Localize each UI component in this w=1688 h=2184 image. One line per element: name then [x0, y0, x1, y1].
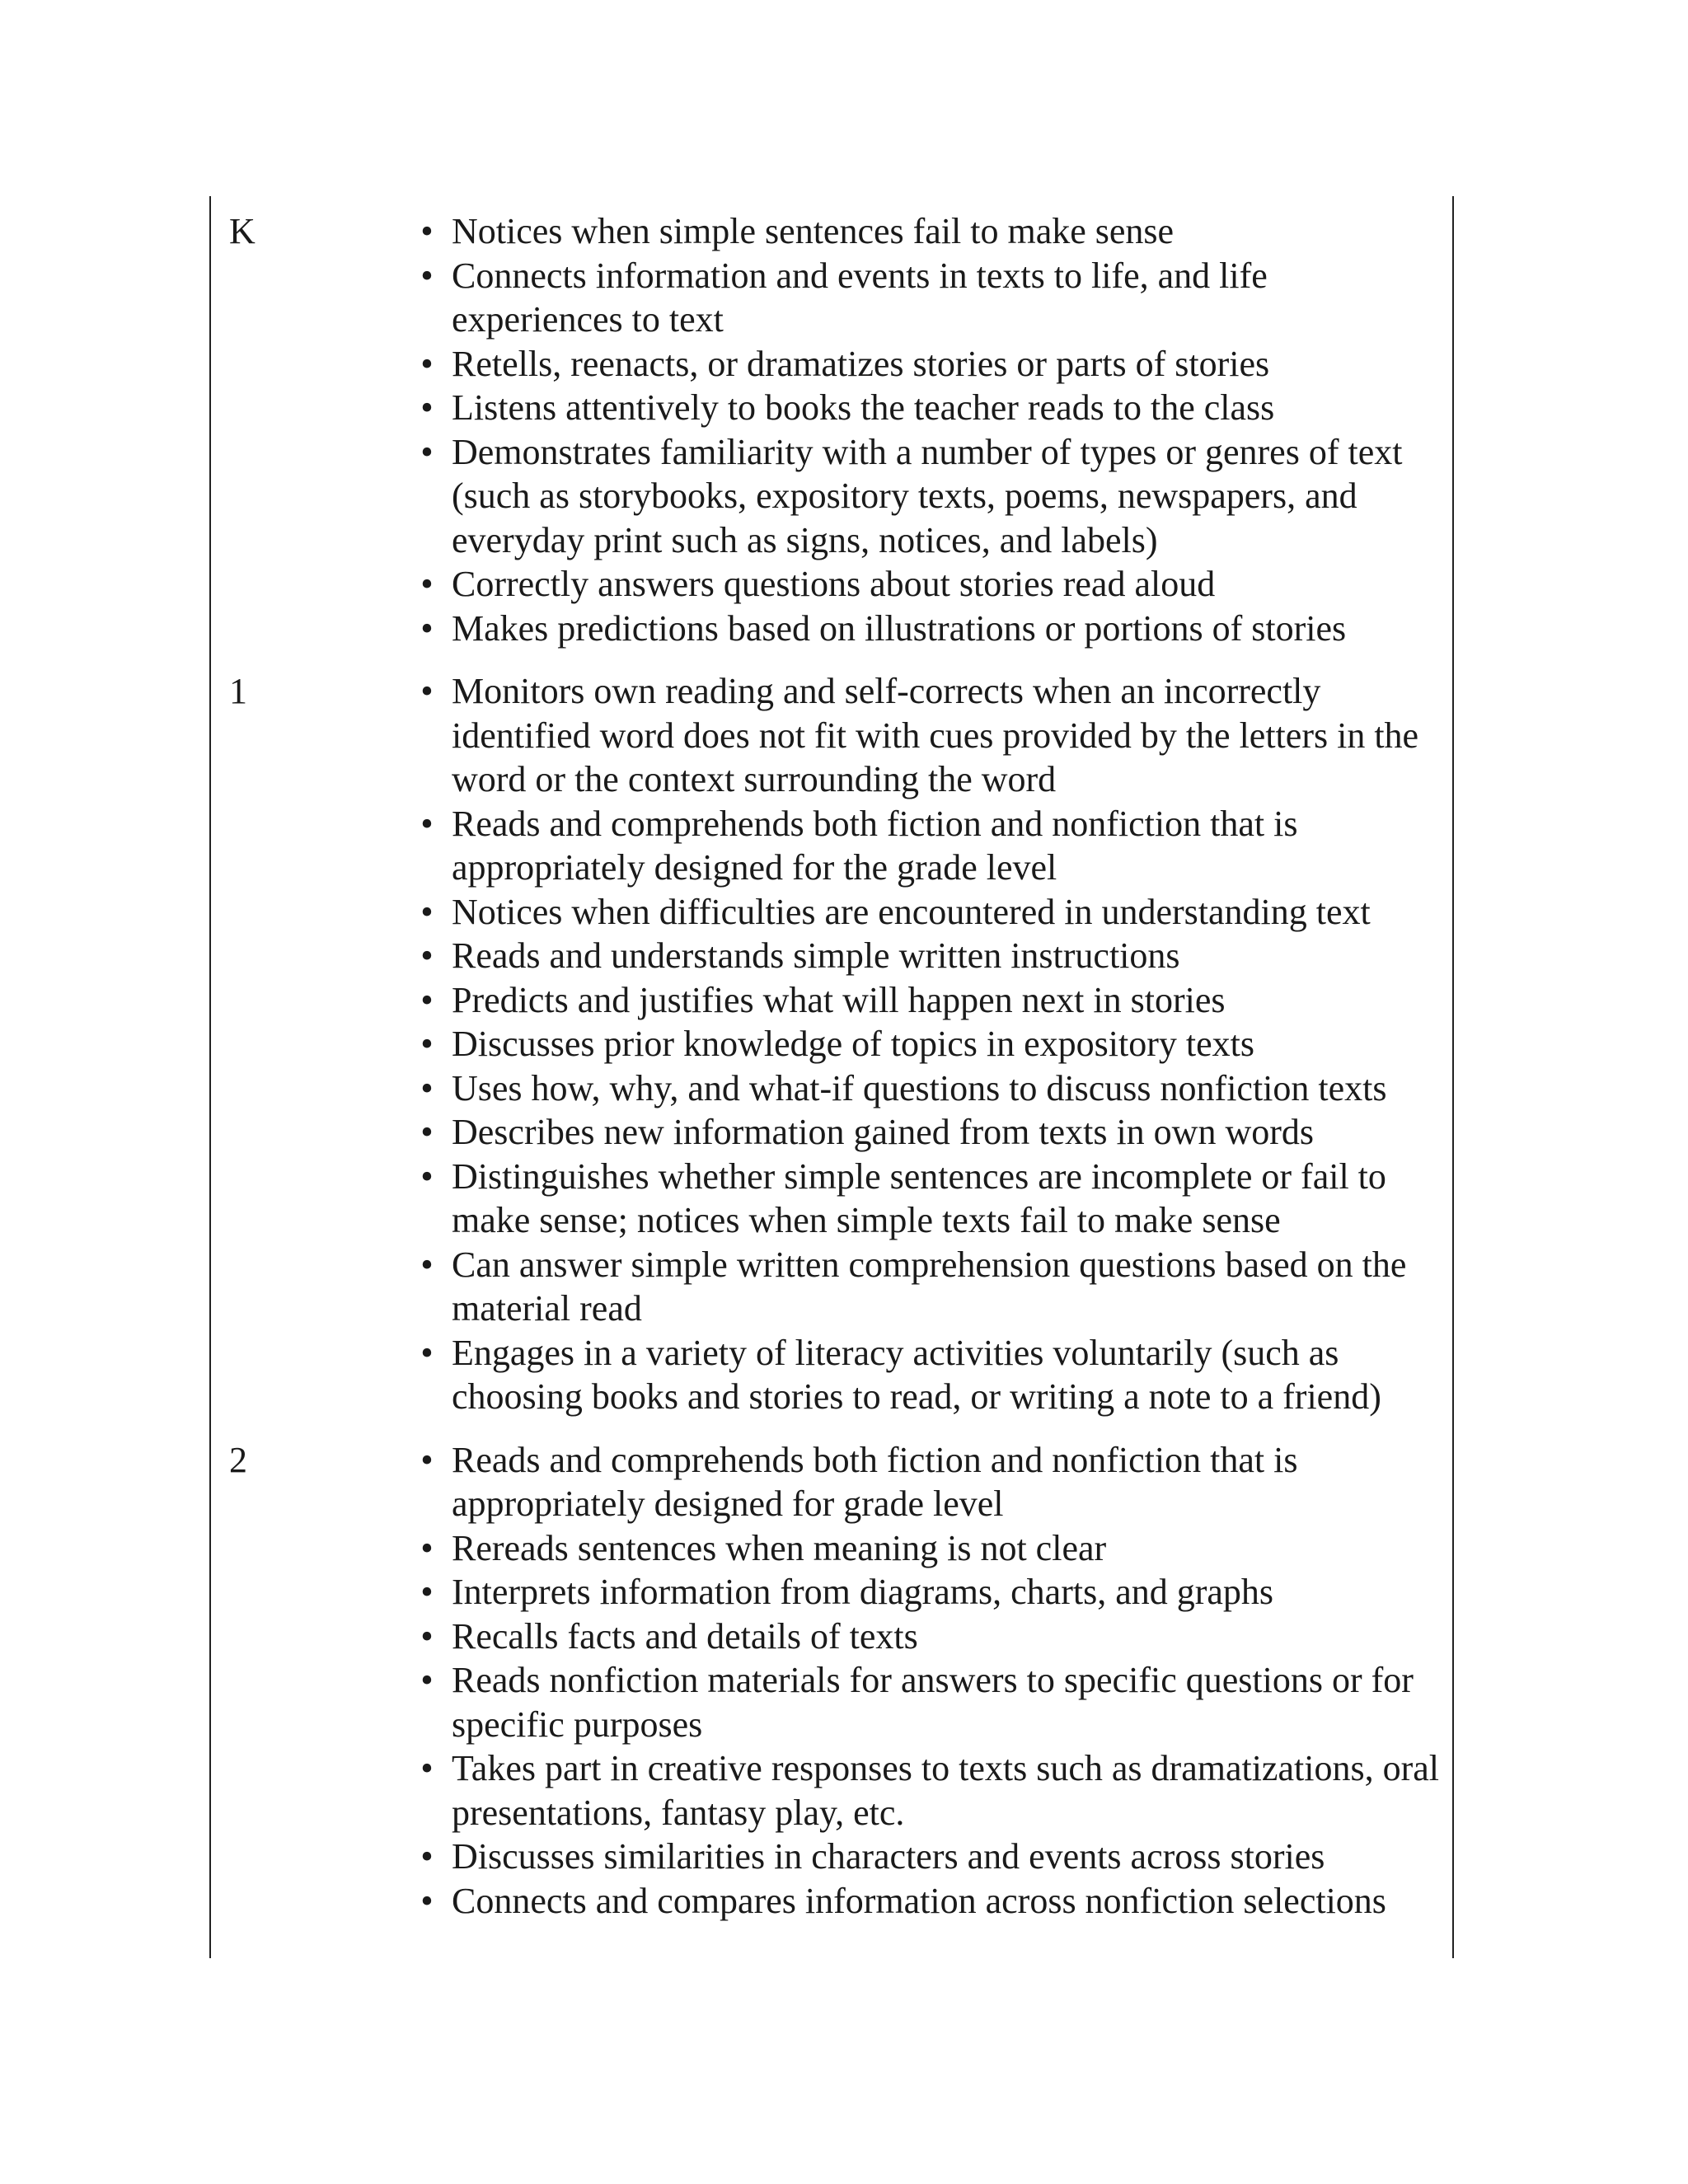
bullet-icon: • — [420, 607, 434, 649]
list-item-text: Interprets information from diagrams, charts, and graphs — [452, 1572, 1274, 1612]
bullet-icon: • — [420, 891, 434, 932]
bullet-icon: • — [420, 1067, 434, 1108]
bullet-icon: • — [420, 1572, 434, 1612]
list-item — [412, 562, 1441, 607]
bullet-icon: • — [420, 1836, 434, 1877]
list-item-text: Rereads sentences when meaning is not clear — [452, 1527, 1107, 1568]
list-item — [412, 1835, 1441, 1879]
list-item — [412, 1155, 1441, 1243]
grade-row-1 — [211, 669, 1452, 1419]
list-item-text: Describes new information gained from texts in own words — [452, 1112, 1314, 1152]
list-item — [412, 1879, 1441, 1924]
list-item — [412, 1746, 1441, 1835]
bullet-icon: • — [420, 1660, 434, 1700]
grade-label: 2 — [229, 1439, 247, 1480]
grade-item-list — [412, 209, 1441, 650]
list-item-text: Discusses prior knowledge of topics in expository texts — [452, 1024, 1254, 1064]
list-item-text: Correctly answers questions about stories read aloud — [452, 564, 1216, 604]
list-item — [412, 1615, 1441, 1659]
list-item — [412, 209, 1441, 254]
list-item — [412, 386, 1441, 430]
list-item — [412, 342, 1441, 387]
bullet-icon: • — [420, 1880, 434, 1921]
bullet-icon: • — [420, 387, 434, 428]
list-item-text: Reads nonfiction materials for answers to specific questions or for specific purposes — [452, 1660, 1414, 1745]
list-item — [412, 978, 1441, 1023]
bullet-icon: • — [420, 803, 434, 844]
bullet-icon: • — [420, 1332, 434, 1373]
bullet-icon: • — [420, 1244, 434, 1285]
list-item — [412, 1658, 1441, 1746]
list-item — [412, 1570, 1441, 1615]
list-item-text: Reads and comprehends both fiction and nonfiction that is appropriately designed for grade level — [452, 1439, 1298, 1524]
bullet-icon: • — [420, 1112, 434, 1152]
grade-item-list — [412, 1438, 1441, 1924]
grade-row-k — [211, 209, 1452, 650]
bullet-icon: • — [420, 431, 434, 472]
grade-label: 1 — [229, 671, 247, 711]
list-item — [412, 430, 1441, 563]
list-item-text: Reads and comprehends both fiction and nonfiction that is appropriately designed for the grade level — [452, 803, 1298, 888]
list-item — [412, 1331, 1441, 1419]
list-item — [412, 1110, 1441, 1155]
list-item-text: Discusses similarities in characters and events across stories — [452, 1836, 1325, 1877]
bullet-icon: • — [420, 343, 434, 384]
list-item-text: Reads and understands simple written instructions — [452, 935, 1180, 976]
list-item — [412, 669, 1441, 802]
list-item-text: Notices when simple sentences fail to make sense — [452, 211, 1175, 251]
list-item — [412, 934, 1441, 978]
list-item-text: Retells, reenacts, or dramatizes stories or parts of stories — [452, 343, 1270, 384]
list-item-text: Monitors own reading and self-corrects when an incorrectly identified word does not fit with cues provided by the letters in the word or the context surrounding the word — [452, 671, 1419, 799]
list-item-text: Listens attentively to books the teacher reads to the class — [452, 387, 1275, 428]
grade-label: K — [229, 211, 256, 251]
list-item — [412, 1243, 1441, 1331]
list-item — [412, 1022, 1441, 1066]
bullet-icon: • — [420, 1748, 434, 1788]
list-item-text: Can answer simple written comprehension questions based on the material read — [452, 1244, 1407, 1329]
list-item-text: Distinguishes whether simple sentences are incomplete or fail to make sense; notices when simple texts fail to make sense — [452, 1155, 1386, 1240]
bullet-icon: • — [420, 1439, 434, 1480]
bullet-icon: • — [420, 1155, 434, 1197]
bullet-icon: • — [420, 671, 434, 711]
list-item-text: Demonstrates familiarity with a number of types or genres of text (such as storybooks, expository texts, poems, newspapers, and everyday print such as signs, notices, and labels) — [452, 431, 1403, 560]
bullet-icon: • — [420, 255, 434, 296]
list-item-text: Notices when difficulties are encountered in understanding text — [452, 891, 1371, 932]
list-item-text: Predicts and justifies what will happen next in stories — [452, 979, 1226, 1020]
list-item — [412, 607, 1441, 651]
list-item-text: Connects information and events in texts to life, and life experiences to text — [452, 255, 1268, 340]
grade-expectations-table — [211, 209, 1452, 1942]
list-item-text: Uses how, why, and what-if questions to discuss nonfiction texts — [452, 1067, 1387, 1108]
table-right-border — [1452, 196, 1454, 1958]
bullet-icon: • — [420, 935, 434, 976]
list-item-text: Engages in a variety of literacy activities voluntarily (such as choosing books and stories to read, or writing a note to a friend) — [452, 1332, 1381, 1417]
bullet-icon: • — [420, 564, 434, 604]
grade-row-2 — [211, 1438, 1452, 1924]
list-item — [412, 802, 1441, 890]
bullet-icon: • — [420, 1024, 434, 1064]
bullet-icon: • — [420, 1527, 434, 1568]
list-item — [412, 1526, 1441, 1571]
list-item-text: Recalls facts and details of texts — [452, 1615, 918, 1657]
list-item-text: Connects and compares information across nonfiction selections — [452, 1880, 1386, 1921]
bullet-icon: • — [420, 211, 434, 251]
list-item — [412, 1438, 1441, 1526]
list-item-text: Takes part in creative responses to texts such as dramatizations, oral presentations, fantasy play, etc. — [452, 1748, 1439, 1833]
list-item — [412, 1066, 1441, 1111]
list-item — [412, 890, 1441, 935]
bullet-icon: • — [420, 1615, 434, 1657]
grade-item-list — [412, 669, 1441, 1419]
list-item — [412, 254, 1441, 342]
bullet-icon: • — [420, 979, 434, 1020]
list-item-text: Makes predictions based on illustrations or portions of stories — [452, 607, 1347, 649]
